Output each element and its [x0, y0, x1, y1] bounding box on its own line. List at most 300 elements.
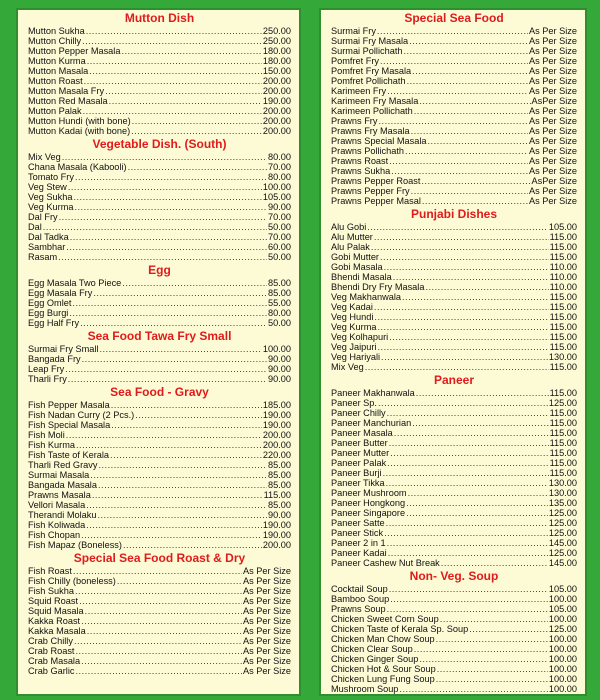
menu-item [331, 342, 577, 352]
dot-leader [377, 322, 548, 332]
menu-item-name: Tharli Red Gravy [28, 460, 98, 470]
menu-item-price: 125.00 [548, 624, 577, 634]
menu-item-price: 190.00 [262, 520, 291, 530]
menu-item [28, 420, 291, 430]
menu-item [28, 56, 291, 66]
menu-item-name: Karimeen Fry Masala [331, 96, 419, 106]
menu-item-price: As Per Size [529, 126, 577, 136]
menu-item-name: Surmai Masala [28, 470, 90, 480]
menu-item [331, 56, 577, 66]
dot-leader [404, 46, 529, 56]
section-title: Vegetable Dish. (South) [92, 137, 227, 151]
dot-leader [411, 126, 528, 136]
menu-item-price: 80.00 [268, 172, 291, 182]
menu-item-name: Prawns Sukha [331, 166, 391, 176]
menu-item-name: Fish Koliwada [28, 520, 86, 530]
dot-leader [384, 528, 548, 538]
menu-item-price: As Per Size [529, 56, 577, 66]
menu-item [331, 242, 577, 252]
menu-item [331, 106, 577, 116]
menu-item-name: Paneer Makhanwala [331, 388, 415, 398]
dot-leader [75, 646, 242, 656]
menu-item [28, 192, 291, 202]
menu-item-price: 100.00 [548, 644, 577, 654]
menu-item-name: Mutton Pepper Masala [28, 46, 121, 56]
menu-item-name: Mutton Kadai (with bone) [28, 126, 131, 136]
dot-leader [135, 410, 262, 420]
menu-item [28, 46, 291, 56]
dot-leader [386, 478, 548, 488]
dot-leader [406, 508, 548, 518]
menu-item-name: Gobi Masala [331, 262, 383, 272]
menu-item-name: Chicken Ginger Soup [331, 654, 419, 664]
dot-leader [389, 584, 548, 594]
dot-leader [80, 318, 267, 328]
menu-item-name: Egg Masala Fry [28, 288, 93, 298]
menu-item-name: Tharli Fry [28, 374, 67, 384]
menu-item-price: 200.00 [262, 116, 291, 126]
dot-leader [111, 420, 262, 430]
menu-item [28, 460, 291, 470]
menu-item-name: Prawns Fry Masala [331, 126, 410, 136]
menu-item-price: 105.00 [548, 222, 577, 232]
dot-leader [73, 192, 261, 202]
dot-leader [87, 56, 262, 66]
menu-item [28, 36, 291, 46]
menu-item-name: Paneer Masala [331, 428, 393, 438]
dot-leader [386, 518, 548, 528]
dot-leader [416, 388, 549, 398]
section-title: Sea Food - Gravy [110, 385, 209, 399]
menu-item-price: 80.00 [268, 308, 291, 318]
menu-item-price: 70.00 [268, 162, 291, 172]
menu-item-name: Paneer 2 in 1 [331, 538, 386, 548]
menu-item-price: 50.00 [268, 318, 291, 328]
menu-item [331, 362, 577, 372]
menu-item-price: As Per Size [243, 666, 291, 676]
menu-item-name: Paneer Singapore [331, 508, 406, 518]
menu-item [331, 674, 577, 684]
menu-item [331, 292, 577, 302]
menu-item [331, 584, 577, 594]
menu-item [28, 232, 291, 242]
dot-leader [68, 182, 262, 192]
menu-item-price: 200.00 [262, 106, 291, 116]
menu-item-name: Fish Chilly (boneless) [28, 576, 116, 586]
menu-item-name: Veg Hundi [331, 312, 374, 322]
menu-item [331, 388, 577, 398]
menu-item-price: 135.00 [548, 498, 577, 508]
menu-item-price: 115.00 [549, 468, 577, 478]
menu-item [28, 510, 291, 520]
menu-item [331, 96, 577, 106]
menu-item-name: Prawns Pepper Fry [331, 186, 410, 196]
menu-item-price: 100.00 [548, 684, 577, 694]
menu-item-name: Mushroom Soup [331, 684, 399, 694]
menu-item-price: 110.00 [549, 272, 577, 282]
menu-item-name: Mix Veg [28, 152, 61, 162]
menu-item [28, 374, 291, 384]
dot-leader [69, 308, 267, 318]
dot-leader [394, 428, 549, 438]
menu-item-name: Prawns Special Masala [331, 136, 427, 146]
menu-item-name: Tomato Fry [28, 172, 74, 182]
menu-item-price: 50.00 [268, 222, 291, 232]
menu-item [331, 624, 577, 634]
menu-item-price: 60.00 [268, 242, 291, 252]
menu-item [28, 364, 291, 374]
menu-item [28, 252, 291, 262]
menu-item-price: As Per Size [243, 616, 291, 626]
dot-leader [82, 354, 267, 364]
menu-item [28, 26, 291, 36]
menu-item [28, 172, 291, 182]
menu-item-name: Chicken Taste of Kerala Sp. Soup [331, 624, 469, 634]
menu-item-name: Leap Fry [28, 364, 65, 374]
menu-item-price: 90.00 [268, 202, 291, 212]
dot-leader [89, 66, 262, 76]
menu-item [331, 538, 577, 548]
dot-leader [388, 548, 548, 558]
menu-item-name: Squid Masala [28, 606, 84, 616]
menu-item-price: 115.00 [549, 322, 577, 332]
menu-item-name: Mutton Red Masala [28, 96, 108, 106]
menu-item-price: As Per Size [243, 566, 291, 576]
section-title: Special Sea Food [404, 11, 504, 25]
menu-item-price: As Per Size [243, 596, 291, 606]
menu-item-name: Crab Chilly [28, 636, 73, 646]
dot-leader [371, 242, 549, 252]
menu-item-name: Fish Kurma [28, 440, 75, 450]
menu-item-price: 115.00 [549, 428, 577, 438]
menu-item-price: 105.00 [262, 192, 291, 202]
menu-item-price: 85.00 [268, 500, 291, 510]
dot-leader [374, 312, 548, 322]
menu-section-sea-food-gravy [28, 384, 291, 550]
menu-item-name: Fish Taste of Kerala [28, 450, 110, 460]
menu-item-price: AsPer Size [531, 176, 577, 186]
menu-item [28, 576, 291, 586]
menu-item-name: Cocktail Soup [331, 584, 388, 594]
menu-item-name: Bamboo Soup [331, 594, 390, 604]
menu-item-price: 115.00 [549, 252, 577, 262]
dot-leader [441, 558, 548, 568]
dot-leader [440, 614, 548, 624]
dot-leader [65, 364, 267, 374]
dot-leader [387, 538, 548, 548]
menu-item [331, 332, 577, 342]
menu-item-name: Mutton Masala Fry [28, 86, 105, 96]
menu-item [331, 478, 577, 488]
menu-item-name: Therandi Molaku [28, 510, 97, 520]
dot-leader [68, 374, 267, 384]
dot-leader [87, 626, 242, 636]
menu-item [28, 66, 291, 76]
menu-item [28, 520, 291, 530]
dot-leader [390, 448, 548, 458]
dot-leader [399, 684, 547, 694]
menu-item-name: Veg Sukha [28, 192, 73, 202]
menu-item [28, 530, 291, 540]
menu-item-name: Paneer Sp. [331, 398, 377, 408]
dot-leader [381, 352, 548, 362]
menu-item [331, 312, 577, 322]
menu-item-price: As Per Size [529, 116, 577, 126]
dot-leader [414, 644, 548, 654]
menu-section-egg [28, 262, 291, 328]
dot-leader [436, 634, 548, 644]
menu-item-name: Rasam [28, 252, 58, 262]
menu-item-name: Fish Chopan [28, 530, 81, 540]
dot-leader [75, 666, 242, 676]
dot-leader [374, 302, 549, 312]
menu-item-price: As Per Size [529, 36, 577, 46]
menu-item-name: Paneer Manchurian [331, 418, 412, 428]
menu-item-name: Paneer Palak [331, 458, 387, 468]
menu-item [28, 318, 291, 328]
dot-leader [411, 186, 528, 196]
menu-item [331, 528, 577, 538]
menu-item [28, 106, 291, 116]
dot-leader [387, 408, 549, 418]
menu-item [331, 232, 577, 242]
menu-item-name: Bangada Fry [28, 354, 81, 364]
dot-leader [380, 56, 528, 66]
dot-leader [128, 162, 267, 172]
dot-leader [389, 156, 528, 166]
menu-item [28, 490, 291, 500]
menu-item-name: Fish Roast [28, 566, 72, 576]
dot-leader [122, 278, 267, 288]
menu-item [331, 302, 577, 312]
dot-leader [85, 606, 242, 616]
menu-item [28, 540, 291, 550]
menu-item-name: Bhendi Dry Fry Masala [331, 282, 425, 292]
menu-item-price: 125.00 [548, 518, 577, 528]
menu-item-name: Prawns Roast [331, 156, 389, 166]
menu-item [331, 684, 577, 694]
menu-item-price: As Per Size [529, 156, 577, 166]
dot-leader [79, 596, 242, 606]
menu-item-name: Pomfret Pollichath [331, 76, 406, 86]
menu-item-name: Veg Kolhapuri [331, 332, 389, 342]
menu-item-price: 115.00 [549, 448, 577, 458]
menu-item [28, 656, 291, 666]
section-title: Mutton Dish [124, 11, 195, 25]
menu-item [28, 96, 291, 106]
menu-item [28, 636, 291, 646]
menu-item [331, 136, 577, 146]
menu-item-name: Chicken Hot & Sour Soup [331, 664, 436, 674]
menu-item [28, 288, 291, 298]
menu-item-name: Mutton Chilly [28, 36, 82, 46]
dot-leader [393, 272, 549, 282]
dot-leader [428, 136, 529, 146]
dot-leader [66, 242, 267, 252]
menu-item-name: Veg Jaipuri [331, 342, 377, 352]
menu-item [28, 86, 291, 96]
menu-item-name: Paneer Kadai [331, 548, 387, 558]
menu-item [331, 604, 577, 614]
menu-item-name: Fish Sukha [28, 586, 74, 596]
section-title: Non- Veg. Soup [409, 569, 499, 583]
menu-section-sea-food-tawa-fry-small [28, 328, 291, 384]
menu-item [28, 566, 291, 576]
menu-item-price: As Per Size [529, 26, 577, 36]
menu-item [28, 278, 291, 288]
menu-item-name: Chicken Lung Fung Soup [331, 674, 435, 684]
menu-item [28, 202, 291, 212]
menu-item [331, 252, 577, 262]
menu-item-name: Dal Fry [28, 212, 58, 222]
menu-item [331, 508, 577, 518]
dot-leader [109, 96, 262, 106]
dot-leader [70, 232, 267, 242]
menu-section-special-sea-food-roast-dry [28, 550, 291, 676]
menu-item [331, 66, 577, 76]
menu-item-price: 200.00 [262, 76, 291, 86]
menu-item-price: As Per Size [529, 166, 577, 176]
menu-item-price: 90.00 [268, 510, 291, 520]
menu-item-name: Squid Roast [28, 596, 79, 606]
menu-item-price: 130.00 [548, 478, 577, 488]
menu-item [331, 86, 577, 96]
menu-item-name: Bangada Masala [28, 480, 97, 490]
menu-item-price: 115.00 [549, 342, 577, 352]
menu-item-price: 200.00 [262, 540, 291, 550]
menu-item-price: 200.00 [262, 440, 291, 450]
dot-leader [377, 342, 548, 352]
dot-leader [98, 460, 267, 470]
menu-item-price: 110.00 [549, 262, 577, 272]
menu-item-name: Mutton Sukha [28, 26, 85, 36]
menu-item-name: Crab Roast [28, 646, 75, 656]
dot-leader [81, 656, 242, 666]
menu-item [28, 666, 291, 676]
dot-leader [391, 166, 528, 176]
menu-item [331, 558, 577, 568]
dot-leader [121, 46, 261, 56]
dot-leader [84, 76, 262, 86]
menu-item-name: Prawns Pepper Roast [331, 176, 421, 186]
menu-item [331, 498, 577, 508]
menu-item-price: As Per Size [529, 196, 577, 206]
menu-item-price: 185.00 [262, 400, 291, 410]
menu-item-price: 105.00 [548, 604, 577, 614]
menu-section-non-veg-soup [331, 568, 577, 694]
menu-item-price: 115.00 [549, 408, 577, 418]
dot-leader [384, 262, 549, 272]
dot-leader [75, 172, 267, 182]
menu-item-price: 100.00 [548, 654, 577, 664]
dot-leader [117, 576, 242, 586]
section-title: Special Sea Food Roast & Dry [73, 551, 246, 565]
dot-leader [412, 66, 528, 76]
menu-item [28, 152, 291, 162]
menu-item [28, 500, 291, 510]
menu-item-name: Fish Moli [28, 430, 65, 440]
menu-item-name: Veg Kadai [331, 302, 373, 312]
menu-section-mutton-dish [28, 10, 291, 136]
menu-item [331, 488, 577, 498]
dot-leader [74, 636, 242, 646]
menu-item [331, 438, 577, 448]
menu-item-price: 115.00 [549, 232, 577, 242]
dot-leader [74, 202, 267, 212]
menu-item [28, 76, 291, 86]
menu-item-price: 145.00 [548, 538, 577, 548]
menu-item [28, 586, 291, 596]
menu-item-name: Dal [28, 222, 42, 232]
menu-section-vegetable-dish-south [28, 136, 291, 262]
menu-item-name: Kakka Masala [28, 626, 86, 636]
dot-leader [387, 458, 548, 468]
menu-item [28, 222, 291, 232]
menu-item-price: As Per Size [529, 86, 577, 96]
menu-item-name: Mutton Hundi (with bone) [28, 116, 131, 126]
menu-item-price: 115.00 [549, 418, 577, 428]
dot-leader [377, 26, 528, 36]
dot-leader [402, 292, 549, 302]
menu-item-name: Mutton Masala [28, 66, 89, 76]
menu-item-price: 125.00 [548, 508, 577, 518]
menu-item-price: 115.00 [549, 458, 577, 468]
dot-leader [387, 604, 548, 614]
menu-item-name: Paneer Mutter [331, 448, 390, 458]
menu-item-price: 100.00 [548, 634, 577, 644]
menu-item-price: 200.00 [262, 430, 291, 440]
menu-item-price: 150.00 [262, 66, 291, 76]
menu-item [331, 644, 577, 654]
menu-item [331, 156, 577, 166]
menu-item-price: 85.00 [268, 460, 291, 470]
dot-leader [367, 222, 548, 232]
menu-section-punjabi-dishes [331, 206, 577, 372]
menu-item-name: Prawns Pollichath [331, 146, 405, 156]
menu-item-name: Paneer Stick [331, 528, 384, 538]
menu-item-name: Bhendi Masala [331, 272, 392, 282]
menu-item [331, 186, 577, 196]
menu-item [331, 664, 577, 674]
menu-item-price: 70.00 [268, 232, 291, 242]
section-title: Egg [148, 263, 171, 277]
menu-item-price: As Per Size [529, 76, 577, 86]
menu-item [331, 594, 577, 604]
menu-section-special-sea-food [331, 10, 577, 206]
menu-item [28, 450, 291, 460]
dot-leader [405, 146, 528, 156]
menu-item-price: 100.00 [548, 664, 577, 674]
menu-item-name: Chicken Clear Soup [331, 644, 413, 654]
dot-leader [110, 450, 262, 460]
menu-item [331, 126, 577, 136]
menu-item [331, 46, 577, 56]
menu-item [331, 262, 577, 272]
dot-leader [421, 176, 530, 186]
menu-item-name: Veg Kurma [28, 202, 74, 212]
menu-item [28, 410, 291, 420]
menu-item-price: 250.00 [262, 26, 291, 36]
menu-item-name: Veg Kurma [331, 322, 377, 332]
dot-leader [66, 430, 262, 440]
menu-item-name: Prawns Fry [331, 116, 378, 126]
menu-item-name: Prawns Pepper Masal [331, 196, 421, 206]
menu-item [331, 76, 577, 86]
right-menu-panel [319, 8, 587, 696]
menu-item-price: AsPer Size [531, 96, 577, 106]
menu-item-price: 100.00 [262, 182, 291, 192]
menu-item-name: Prawns Soup [331, 604, 386, 614]
